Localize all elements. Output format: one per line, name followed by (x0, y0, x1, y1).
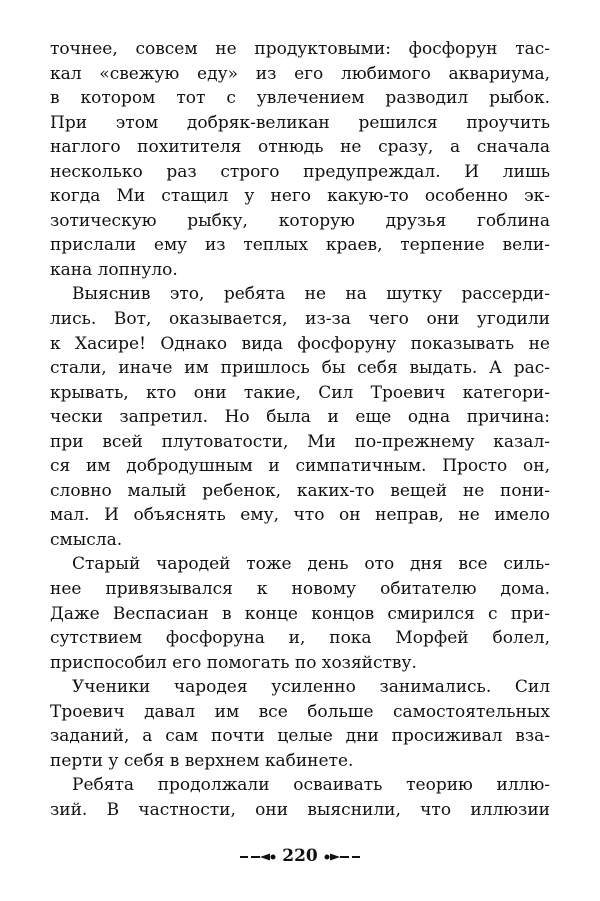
text-line: сутствием фосфоруна и, пока Морфей болел, (50, 628, 550, 649)
text-line: словно малый ребенок, каких-то вещей не пони- (50, 480, 550, 501)
text-line: крывать, кто они такие, Сил Троевич категори- (50, 382, 550, 403)
text-line: к Хасире! Однако вида фосфоруну показывать не (50, 333, 550, 354)
page-number-footer (0, 846, 600, 866)
page-body (50, 37, 550, 823)
text-line: ся им добродушным и симпатичным. Просто он, (50, 456, 550, 477)
text-line: точнее, совсем не продуктовыми: фосфорун тас- (50, 39, 550, 59)
text-line: чески запретил. Но была и еще одна причина: (50, 407, 550, 428)
text-line: кана лопнуло. (50, 259, 178, 280)
text-line: при всей плутоватости, Ми по-прежнему казал- (50, 431, 550, 452)
ornament-right-icon (324, 852, 360, 862)
text-line: зий. В частности, они выяснили, что иллюзии (50, 799, 550, 820)
text-line: когда Ми стащил у него какую-то особенно эк- (50, 186, 550, 207)
text-line: в котором тот с увлечением разводил рыбок. (50, 88, 550, 109)
text-line: наглого похитителя отнюдь не сразу, а сначала (50, 137, 550, 158)
text-line: При этом добряк-великан решился проучить (50, 112, 550, 133)
page-number: 220 (282, 846, 318, 866)
text-line: Выяснив это, ребята не на шутку рассерди- (72, 284, 550, 305)
paragraph-5 (50, 773, 550, 822)
paragraph-3 (50, 552, 550, 675)
text-line: Троевич давал им все больше самостоятельных (50, 701, 550, 722)
text-line: мал. И объяснять ему, что он неправ, не имело (50, 505, 550, 526)
text-line: смысла. (50, 529, 123, 550)
paragraph-4 (50, 675, 550, 773)
text-line: заданий, а сам почти целые дни просиживал взa- (50, 726, 550, 747)
text-line: лись. Вот, оказывается, из-за чего они угодили (50, 309, 550, 330)
text-line: несколько раз строго предупреждал. И лишь (50, 161, 550, 182)
text-line: приспособил его помогать по хозяйству. (50, 652, 417, 673)
text-line: Ребята продолжали осваивать теорию иллю- (72, 775, 550, 796)
paragraph-2 (50, 282, 550, 552)
text-line: нее привязывался к новому обитателю дома. (50, 579, 550, 600)
text-line: Старый чародей тоже день ото дня все силь- (72, 554, 550, 575)
text-line: кал «свежую еду» из его любимого аквариума, (50, 63, 550, 84)
ornament-left-icon (240, 852, 276, 862)
paragraph-1 (50, 37, 550, 282)
text-line: перти у себя в верхнем кабинете. (50, 750, 354, 771)
text-line: прислали ему из теплых краев, терпение вели- (50, 235, 550, 256)
text-line: Даже Веспасиан в конце концов смирился с при- (50, 603, 550, 624)
text-line: Ученики чародея усиленно занимались. Сил (72, 677, 550, 698)
text-line: стали, иначе им пришлось бы себя выдать. А рас- (50, 358, 550, 379)
text-line: зотическую рыбку, которую друзья гоблина (50, 210, 550, 231)
